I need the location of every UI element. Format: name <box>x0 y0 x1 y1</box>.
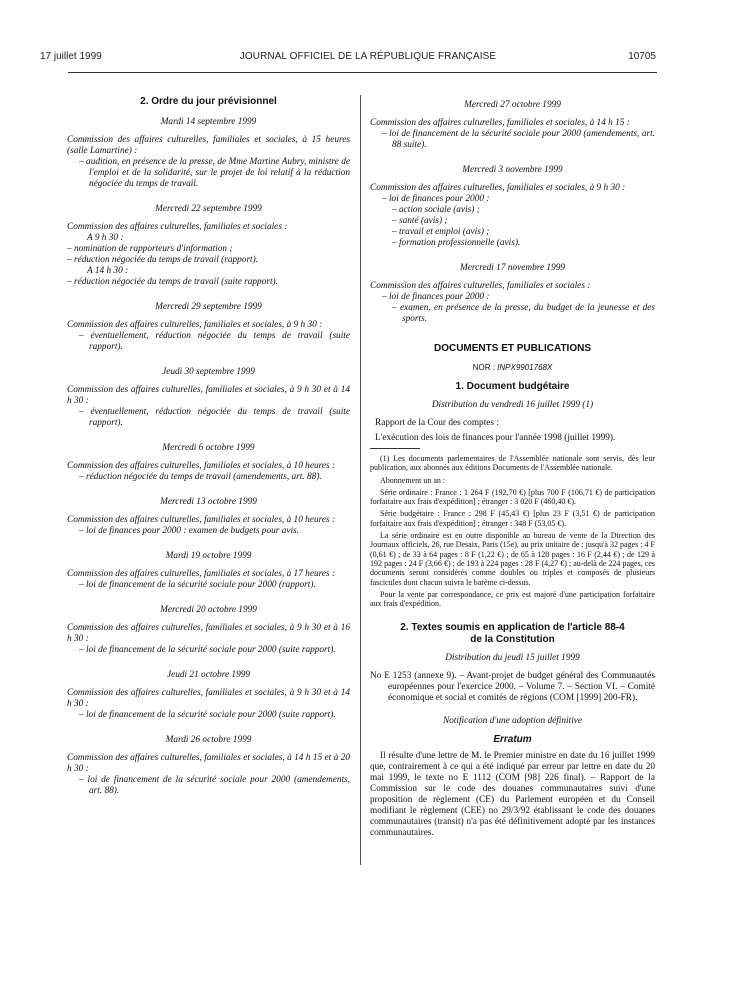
meeting-item: – loi de financement de la sécurité sociale pour 2000 (amendements, art. 88). <box>79 775 350 796</box>
header-title: JOURNAL OFFICIEL DE LA RÉPUBLIQUE FRANÇAISE <box>239 51 497 62</box>
meeting-subitem: – formation professionnelle (avis). <box>392 238 521 248</box>
meeting-commission: Commission des affaires culturelles, familiales et sociales, à 9 h 30 : <box>370 183 626 193</box>
running-header <box>40 51 696 65</box>
footnote: Abonnement un an : <box>380 475 446 485</box>
meeting-item: – réduction négociée du temps de travail (rapport). <box>67 255 259 265</box>
meeting <box>370 165 655 249</box>
documents-title: DOCUMENTS ET PUBLICATIONS <box>433 343 592 354</box>
nor-label: NOR : <box>472 363 495 372</box>
left-column <box>67 96 350 811</box>
meeting-item: – éventuellement, réduction négociée du temps de travail (suite rapport). <box>79 407 350 428</box>
column-divider <box>360 95 361 865</box>
meeting-commission: Commission des affaires culturelles, familiales et sociales : <box>370 281 591 291</box>
budget-line: L'exécution des lois de finances pour l'année 1998 (juillet 1999). <box>375 433 616 443</box>
footnote: Série ordinaire : France : 1 264 F (192,70 €) [plus 700 F (106,71 €) de participation forfaitaire aux frais d'expédition] ; étranger : 3 020 F (460,40 €). <box>370 487 655 507</box>
meeting-subitem: – travail et emploi (avis) ; <box>392 227 490 237</box>
meeting-commission: Commission des affaires culturelles, familiales et sociales, à 10 heures : <box>67 461 336 471</box>
meeting-commission: Commission des affaires culturelles, familiales et sociales, à 9 h 30 et à 14 h 30 : <box>67 688 350 709</box>
meeting <box>67 551 350 591</box>
nor-reference <box>370 362 655 373</box>
nor-value: INPX9901768X <box>497 363 553 372</box>
meeting-date: Mercredi 29 septembre 1999 <box>155 302 262 312</box>
texts-title: 2. Textes soumis en application de l'article 88-4 de la Constitution <box>400 622 625 646</box>
meeting-date: Mardi 19 octobre 1999 <box>165 551 252 561</box>
meeting-item: – loi de finances pour 2000 : examen de budgets pour avis. <box>79 526 299 536</box>
meeting-item: – loi de financement de la sécurité sociale pour 2000 (amendements, art. 88 suite). <box>382 129 655 150</box>
meeting-date: Mercredi 27 octobre 1999 <box>464 100 561 110</box>
agenda-title: 2. Ordre du jour prévisionnel <box>140 96 277 107</box>
budget-distribution: Distribution du vendredi 16 juillet 1999 (1) <box>431 400 594 410</box>
header-rule <box>68 72 657 73</box>
meeting-commission: Commission des affaires culturelles, familiales et sociales, à 9 h 30 : <box>67 320 323 330</box>
right-column <box>370 100 655 839</box>
meeting-date: Mercredi 6 octobre 1999 <box>162 443 255 453</box>
meeting-item: – loi de finances pour 2000 : <box>382 194 490 204</box>
meeting <box>67 735 350 797</box>
footnote-rule <box>370 448 420 449</box>
meeting <box>370 263 655 325</box>
meeting-commission: Commission des affaires culturelles, familiales et sociales, à 9 h 30 et à 14 h 30 : <box>67 385 350 406</box>
meeting-item: – réduction négociée du temps de travail (suite rapport). <box>67 277 278 287</box>
meeting-date: Mardi 14 septembre 1999 <box>160 117 257 127</box>
meeting-date: Mardi 26 octobre 1999 <box>165 735 252 745</box>
budget-title: 1. Document budgétaire <box>455 381 570 392</box>
meeting <box>67 443 350 483</box>
erratum-body: Il résulte d'une lettre de M. le Premier ministre en date du 16 juillet 1999 que, contrairement à ce qui a été indiqué par erreur par lettre en date du 20 mai 1999, le texte no E 1112 (COM [98] 226 final). – Rapport de la Commission sur le code des douanes communautaires suivi d'une proposition de règlement (CE) du Parlement européen et du Conseil modifiant le règlement (CEE) no 29/3/92 établissant le code des douanes communautaires (transit) n'a pas été définitivement adopté par les instances communautaires. <box>370 751 655 839</box>
header-page-number: 10705 <box>628 51 656 62</box>
meeting <box>370 100 655 151</box>
meeting-subitem: – santé (avis) ; <box>392 216 448 226</box>
meeting-time: A 14 h 30 : <box>87 266 129 276</box>
footnote: (1) Les documents parlementaires de l'Assemblée nationale sont servis, dès leur publication, aux abonnés aux éditions Documents de l'Assemblée nationale. <box>370 454 655 473</box>
meeting <box>67 204 350 288</box>
meeting-item: – loi de finances pour 2000 : <box>382 292 490 302</box>
meeting-item: – éventuellement, réduction négociée du temps de travail (suite rapport). <box>79 331 350 352</box>
meeting-commission: Commission des affaires culturelles, familiales et sociales, à 14 h 15 et à 20 h 30 : <box>67 753 350 774</box>
meeting-commission: Commission des affaires culturelles, familiales et sociales, à 10 heures : <box>67 515 336 525</box>
footnote: Pour la vente par correspondance, ce prix est majoré d'une participation forfaitaire aux frais d'expédition. <box>370 589 655 609</box>
notification-heading: Notification d'une adoption définitive <box>442 716 583 727</box>
meeting-item: – réduction négociée du temps de travail (amendements, art. 88). <box>79 472 322 482</box>
document-entry: No E 1253 (annexe 9). – Avant-projet de budget général des Communautés européennes pour l'exercice 2000. – Volume 7. – Section VI. – Comité économique et social et comités de régions (COM [1999] 200-FR). <box>370 671 655 704</box>
meeting-time: A 9 h 30 : <box>87 233 124 243</box>
meeting-date: Jeudi 30 septembre 1999 <box>162 367 255 377</box>
meeting-item: – loi de financement de la sécurité sociale pour 2000 (suite rapport). <box>79 710 336 720</box>
meeting <box>67 117 350 190</box>
footnote: La série ordinaire est en outre disponible au bureau de vente de la Direction des Journaux officiels, 26, rue Desaix, Paris (15e), au prix unitaire de : jusqu'à 32 pages : 4 F (0,61 €) ; de 33 à 64 pages : 8 F (1,22 €) ; de 65 à 128 pages : 16 F (2,44 €) ; de 129 à 192 pages : 24 F (3,66 €) ; de 193 à 224 pages : 28 F (4,27 €) ; au-delà de 224 pages, ces documents seront considérés comme doubles ou triples et composés de plusieurs fascicules dont chacun suivra le barème ci-dessus. <box>370 531 655 587</box>
erratum-title: Erratum <box>493 734 532 746</box>
texts-distribution: Distribution du jeudi 15 juillet 1999 <box>445 653 580 664</box>
budget-line: Rapport de la Cour des comptes : <box>375 418 499 428</box>
meeting <box>67 497 350 537</box>
meeting-date: Mercredi 22 septembre 1999 <box>155 204 262 214</box>
meeting-date: Mercredi 20 octobre 1999 <box>160 605 257 615</box>
meeting-date: Jeudi 21 octobre 1999 <box>166 670 251 680</box>
footnote: Série budgétaire : France : 298 F (45,43 €) [plus 23 F (3,51 €) de participation forfaitaire aux frais d'expédition] ; étranger : 348 F (53,05 €). <box>370 509 655 528</box>
header-date: 17 juillet 1999 <box>40 51 102 62</box>
meeting-date: Mercredi 13 octobre 1999 <box>160 497 257 507</box>
meeting-item: – loi de financement de la sécurité sociale pour 2000 (rapport). <box>79 580 316 590</box>
meeting-commission: Commission des affaires culturelles, familiales et sociales, à 17 heures : <box>67 569 336 579</box>
meeting <box>67 367 350 429</box>
meeting-commission: Commission des affaires culturelles, familiales et sociales : <box>67 222 288 232</box>
meeting-date: Mercredi 3 novembre 1999 <box>462 165 563 175</box>
meeting-item: – audition, en présence de la presse, de Mme Martine Aubry, ministre de l'emploi et de la solidarité, sur le projet de loi relatif à la réduction négociée du temps de travail. <box>79 157 350 189</box>
meeting-subitem: – examen, en présence de la presse, du budget de la jeunesse et des sports. <box>392 303 655 324</box>
meeting-subitem: – action sociale (avis) ; <box>392 205 480 215</box>
meeting <box>67 670 350 721</box>
meeting <box>67 302 350 353</box>
meeting-commission: Commission des affaires culturelles, familiales et sociales, à 15 heures (salle Lamartine) : <box>67 135 350 156</box>
meeting-item: – loi de financement de la sécurité sociale pour 2000 (suite rapport). <box>79 645 336 655</box>
meeting-commission: Commission des affaires culturelles, familiales et sociales, à 9 h 30 et à 16 h 30 : <box>67 623 350 644</box>
meeting <box>67 605 350 656</box>
meeting-commission: Commission des affaires culturelles, familiales et sociales, à 14 h 15 : <box>370 118 630 128</box>
meeting-item: – nomination de rapporteurs d'information ; <box>67 244 233 254</box>
meeting-date: Mercredi 17 novembre 1999 <box>459 263 566 273</box>
